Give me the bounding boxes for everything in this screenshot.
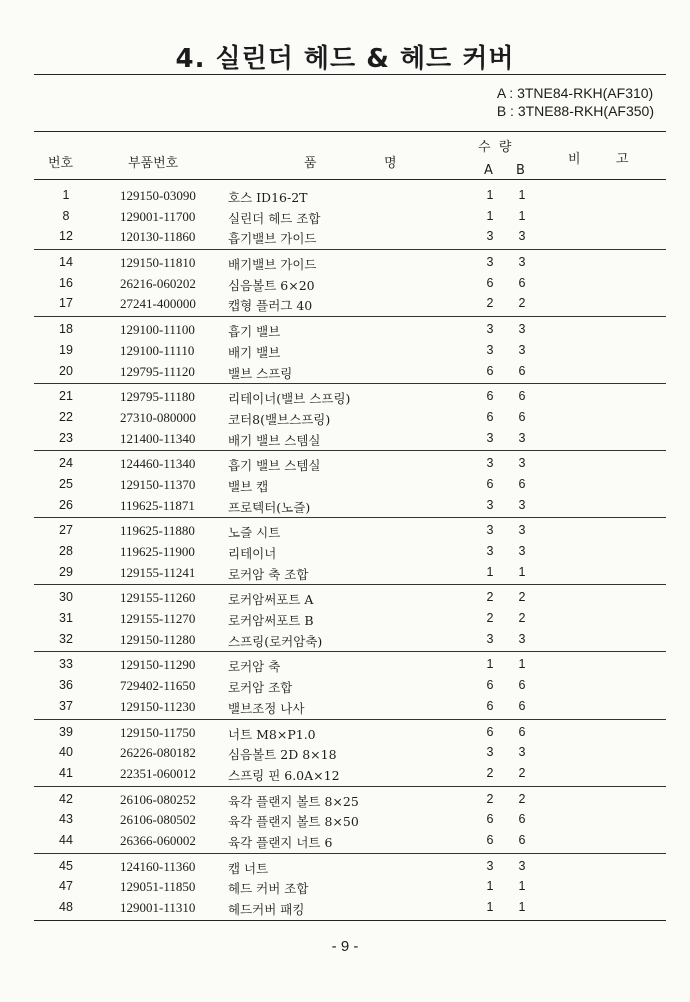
item-number: 40 [59, 745, 73, 760]
table-row [34, 521, 666, 542]
part-number: 129100-11100 [120, 322, 195, 338]
model-b: B : 3TNE88-RKH(AF350) [496, 103, 654, 119]
part-number: 26226-080182 [120, 745, 196, 761]
qty-b: 3 [518, 456, 526, 471]
row-group [34, 652, 666, 719]
part-number: 129001-11310 [120, 900, 196, 915]
part-name: 헤드커버 패킹 [228, 902, 305, 917]
part-name: 육각 플랜지 너트 6 [228, 834, 333, 850]
part-name: 실린더 헤드 조합 [228, 210, 321, 226]
qty-b: 3 [518, 544, 526, 558]
item-number: 21 [59, 389, 73, 404]
qty-b: 3 [518, 342, 526, 357]
qty-b: 6 [518, 724, 526, 739]
header-name-2: 명 [384, 156, 397, 171]
table-row [34, 676, 666, 697]
part-name: 코터8(밸브스프링) [228, 411, 331, 427]
qty-a: 6 [486, 476, 494, 491]
qty-b: 6 [518, 409, 526, 424]
part-name: 프로텍터(노즐) [228, 499, 311, 515]
table-row [34, 723, 666, 744]
part-name: 밸브조정 나사 [228, 700, 305, 716]
qty-b: 6 [518, 275, 526, 290]
table-row [34, 630, 666, 651]
part-number: 27310-080000 [120, 409, 196, 425]
part-number: 129155-11260 [120, 590, 196, 606]
qty-a: 2 [486, 765, 494, 780]
qty-b: 1 [518, 564, 526, 579]
part-name: 배기밸브 가이드 [228, 257, 317, 273]
qty-a: 3 [486, 523, 494, 538]
part-name: 리테이너(밸브 스프링) [228, 391, 351, 407]
table-row [34, 253, 666, 274]
qty-b: 3 [518, 322, 526, 337]
part-name: 로커암써포트 A [228, 592, 314, 608]
qty-a: 3 [486, 322, 494, 337]
part-name: 심음볼트 2D 8×18 [228, 747, 337, 763]
table-row [34, 542, 666, 563]
qty-b: 1 [518, 208, 526, 223]
table-row [34, 655, 666, 676]
part-name: 육각 플랜지 볼트 8×50 [228, 814, 359, 830]
qty-a: 3 [486, 631, 494, 646]
table-header-top-rule [34, 131, 666, 132]
part-number: 129150-03090 [120, 188, 196, 203]
item-number: 23 [59, 430, 73, 445]
part-number: 119625-11871 [120, 497, 195, 513]
part-number: 129150-11280 [120, 631, 196, 647]
part-name: 로커암 축 [228, 659, 281, 675]
qty-a: 2 [486, 791, 494, 806]
part-number: 129150-11750 [120, 724, 196, 740]
part-number: 129150-11370 [120, 476, 196, 492]
part-number: 120130-11860 [120, 229, 196, 245]
item-number: 30 [59, 590, 73, 605]
qty-b: 6 [518, 678, 526, 693]
part-name: 흡기 밸브 스템실 [228, 458, 321, 474]
header-no: 번호 [48, 156, 74, 171]
item-number: 26 [59, 497, 73, 512]
part-name: 배기 밸브 스템실 [228, 432, 321, 448]
part-name: 노즐 시트 [228, 525, 281, 541]
item-number: 48 [59, 900, 73, 914]
qty-b: 1 [518, 879, 526, 894]
qty-a: 6 [486, 389, 494, 404]
item-number: 8 [62, 208, 70, 223]
part-number: 129795-11120 [120, 363, 195, 379]
qty-b: 6 [518, 476, 526, 491]
header-note-1: 비 [568, 152, 581, 167]
part-name: 호스 ID16-2T [228, 190, 308, 205]
item-number: 18 [59, 322, 73, 337]
qty-a: 6 [486, 409, 494, 424]
qty-b: 3 [518, 255, 526, 270]
part-name: 로커암 축 조합 [228, 566, 309, 582]
page-title: 4. 실린더 헤드 & 헤드 커버 [175, 44, 515, 74]
item-number: 25 [59, 476, 73, 491]
part-name: 육각 플랜지 볼트 8×25 [228, 793, 359, 809]
parts-table [34, 183, 666, 921]
qty-a: 1 [486, 208, 494, 223]
item-number: 37 [59, 698, 73, 713]
qty-b: 2 [518, 590, 526, 605]
part-number: 121400-11340 [120, 430, 196, 446]
row-group [34, 250, 666, 317]
item-number: 16 [59, 275, 73, 290]
qty-a: 2 [486, 611, 494, 626]
qty-b: 2 [518, 296, 526, 311]
item-number: 22 [59, 409, 73, 424]
part-number: 129795-11180 [120, 389, 195, 405]
qty-a: 6 [486, 678, 494, 693]
item-number: 27 [59, 523, 73, 538]
table-row [34, 609, 666, 630]
part-name: 스프링(로커암축) [228, 633, 323, 649]
part-name: 너트 M8×P1.0 [228, 726, 316, 742]
item-number: 20 [59, 363, 73, 378]
part-number: 129150-11230 [120, 698, 196, 714]
qty-a: 1 [486, 879, 494, 894]
part-name: 캡형 플러그 40 [228, 298, 313, 314]
part-number: 26216-060202 [120, 275, 196, 291]
qty-a: 6 [486, 363, 494, 378]
qty-a: 3 [486, 255, 494, 270]
qty-a: 1 [486, 900, 494, 914]
part-number: 129051-11850 [120, 879, 196, 895]
item-number: 19 [59, 342, 73, 357]
qty-b: 3 [518, 497, 526, 512]
qty-a: 6 [486, 812, 494, 827]
table-row [34, 790, 666, 811]
part-number: 22351-060012 [120, 765, 196, 781]
row-group [34, 854, 666, 921]
table-row [34, 898, 666, 919]
qty-b: 6 [518, 363, 526, 378]
table-row [34, 294, 666, 315]
part-number: 124460-11340 [120, 456, 196, 472]
item-number: 41 [59, 765, 73, 780]
qty-a: 3 [486, 342, 494, 357]
item-number: 43 [59, 812, 73, 827]
qty-b: 1 [518, 188, 526, 202]
qty-b: 3 [518, 430, 526, 445]
part-name: 캡 너트 [228, 860, 269, 876]
table-row [34, 429, 666, 450]
part-number: 729402-11650 [120, 678, 196, 694]
qty-a: 3 [486, 229, 494, 244]
qty-b: 2 [518, 765, 526, 780]
table-row [34, 831, 666, 852]
header-note-2: 고 [616, 152, 629, 167]
item-number: 31 [59, 611, 73, 626]
model-a: A : 3TNE84-RKH(AF310) [496, 85, 654, 101]
part-number: 26366-060002 [120, 832, 196, 848]
item-number: 32 [59, 631, 73, 646]
item-number: 39 [59, 724, 73, 739]
model-legend [497, 84, 654, 120]
qty-b: 6 [518, 832, 526, 847]
qty-b: 3 [518, 858, 526, 873]
part-number: 119625-11880 [120, 523, 195, 539]
qty-a: 1 [486, 188, 494, 202]
table-row [34, 764, 666, 785]
page-number: - 9 - [331, 938, 359, 955]
part-number: 129150-11290 [120, 657, 196, 673]
item-number: 28 [59, 544, 73, 558]
qty-a: 3 [486, 544, 494, 558]
part-number: 129001-11700 [120, 208, 196, 224]
header-qty-b: B [516, 163, 525, 178]
header-qty-a: A [484, 163, 493, 178]
part-number: 124160-11360 [120, 858, 196, 874]
header-qty: 수 량 [478, 140, 512, 155]
part-number: 27241-400000 [120, 296, 196, 312]
row-group [34, 720, 666, 787]
table-row [34, 496, 666, 517]
part-name: 밸브 캡 [228, 478, 269, 494]
qty-a: 6 [486, 698, 494, 713]
item-number: 47 [59, 879, 73, 894]
qty-a: 3 [486, 858, 494, 873]
part-name: 헤드 커버 조합 [228, 881, 309, 897]
title-rule [34, 74, 666, 75]
table-row [34, 697, 666, 718]
table-row [34, 186, 666, 207]
row-group [34, 787, 666, 854]
qty-a: 2 [486, 296, 494, 311]
item-number: 12 [59, 229, 73, 244]
qty-b: 1 [518, 900, 526, 914]
qty-a: 3 [486, 430, 494, 445]
part-number: 26106-080252 [120, 791, 196, 807]
header-part-no: 부품번호 [128, 156, 179, 171]
qty-a: 3 [486, 745, 494, 760]
qty-a: 2 [486, 590, 494, 605]
qty-a: 6 [486, 275, 494, 290]
part-name: 로커암 조합 [228, 680, 293, 696]
item-number: 44 [59, 832, 73, 847]
row-group [34, 317, 666, 384]
qty-b: 6 [518, 389, 526, 404]
table-row [34, 475, 666, 496]
qty-a: 3 [486, 497, 494, 512]
item-number: 42 [59, 791, 73, 806]
table-row [34, 857, 666, 878]
part-number: 129155-11241 [120, 564, 196, 580]
row-group [34, 183, 666, 250]
table-row [34, 227, 666, 248]
item-number: 29 [59, 564, 73, 579]
part-number: 129155-11270 [120, 611, 196, 627]
part-name: 로커암써포트 B [228, 613, 314, 629]
part-number: 129150-11810 [120, 255, 196, 271]
part-name: 심음볼트 6×20 [228, 277, 315, 293]
qty-a: 3 [486, 456, 494, 471]
item-number: 1 [62, 188, 70, 202]
qty-b: 1 [518, 657, 526, 672]
part-name: 리테이너 [228, 546, 277, 561]
table-row [34, 877, 666, 898]
row-group [34, 518, 666, 585]
part-name: 흡기밸브 가이드 [228, 231, 317, 247]
part-name: 스프링 핀 6.0A×12 [228, 767, 340, 783]
qty-b: 3 [518, 745, 526, 760]
item-number: 17 [59, 296, 73, 311]
qty-b: 2 [518, 791, 526, 806]
qty-a: 6 [486, 724, 494, 739]
table-row [34, 408, 666, 429]
part-number: 26106-080502 [120, 812, 196, 828]
row-group [34, 585, 666, 652]
qty-b: 6 [518, 812, 526, 827]
item-number: 24 [59, 456, 73, 471]
part-number: 119625-11900 [120, 544, 195, 559]
table-row [34, 274, 666, 295]
table-header-bottom-rule [34, 179, 666, 180]
table-row [34, 588, 666, 609]
qty-a: 1 [486, 657, 494, 672]
table-row [34, 320, 666, 341]
table-row [34, 207, 666, 228]
qty-b: 2 [518, 611, 526, 626]
qty-b: 3 [518, 229, 526, 244]
table-row [34, 387, 666, 408]
qty-b: 6 [518, 698, 526, 713]
item-number: 36 [59, 678, 73, 693]
qty-b: 3 [518, 631, 526, 646]
item-number: 45 [59, 858, 73, 873]
qty-a: 1 [486, 564, 494, 579]
qty-a: 6 [486, 832, 494, 847]
part-name: 흡기 밸브 [228, 324, 281, 340]
header-name-1: 품 [304, 156, 317, 171]
qty-b: 3 [518, 523, 526, 538]
part-name: 밸브 스프링 [228, 365, 293, 381]
item-number: 14 [59, 255, 73, 270]
row-group [34, 384, 666, 451]
table-row [34, 362, 666, 383]
row-group [34, 451, 666, 518]
table-row [34, 810, 666, 831]
part-number: 129100-11110 [120, 342, 195, 358]
table-row [34, 454, 666, 475]
table-row [34, 563, 666, 584]
item-number: 33 [59, 657, 73, 672]
table-row [34, 743, 666, 764]
part-name: 배기 밸브 [228, 344, 281, 360]
table-row [34, 341, 666, 362]
